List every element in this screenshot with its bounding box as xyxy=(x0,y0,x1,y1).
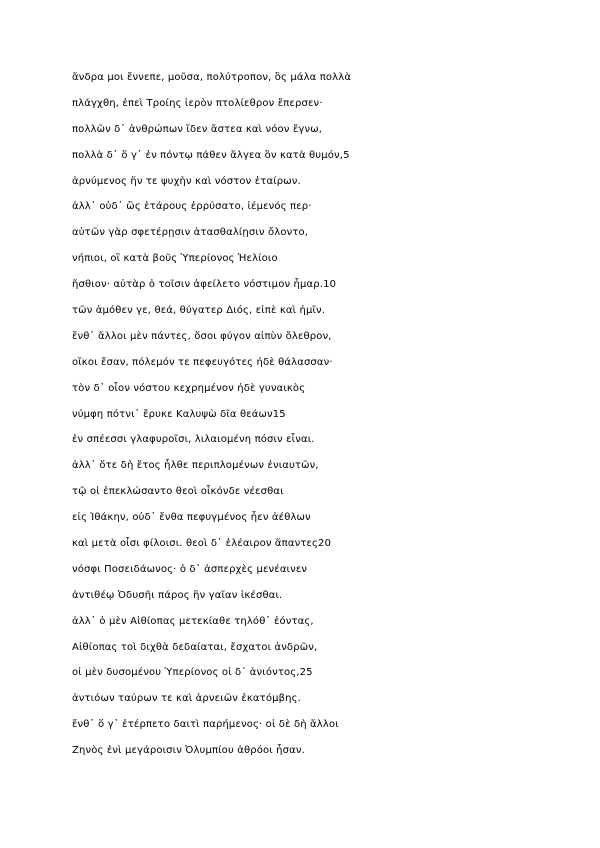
verse-line-10: τῶν ἁμόθεν γε, θεά, θύγατερ Διός, εἰπὲ καὶ ἡμῖν. xyxy=(72,305,326,317)
verse-line-11: ἔνθ᾽ ἄλλοι μὲν πάντες, ὅσοι φύγον αἰπὺν ὄλεθρον, xyxy=(72,330,332,342)
verse-line-9: ἤσθιον· αὐτὰρ ὁ τοῖσιν ἀφείλετο νόστιμον ἦμαρ.10 xyxy=(72,279,337,291)
verse-line-2: πλάγχθη, ἐπεὶ Τροίης ἱερὸν πτολίεθρον ἔπερσεν· xyxy=(72,97,323,109)
verse-line-6: ἀλλ᾽ οὐδ᾽ ὣς ἑτάρους ἐρρύσατο, ἱέμενός περ· xyxy=(72,201,312,213)
verse-line-22: ἀλλ᾽ ὁ μὲν Αἰθίοπας μετεκίαθε τηλόθ᾽ ἐόντας, xyxy=(72,615,314,627)
verse-line-8: νήπιοι, οἳ κατὰ βοῦς Ὑπερίονος Ἠελίοιο xyxy=(72,253,278,265)
verse-line-4: πολλὰ δ᾽ ὅ γ᾽ ἐν πόντῳ πάθεν ἄλγεα ὃν κατὰ θυμόν,5 xyxy=(72,149,350,161)
verse-line-5: ἀρνύμενος ἥν τε ψυχὴν καὶ νόστον ἑταίρων. xyxy=(72,175,301,187)
verse-line-3: πολλῶν δ᾽ ἀνθρώπων ἴδεν ἄστεα καὶ νόον ἔγνω, xyxy=(72,123,323,135)
verse-line-21: ἀντιθέῳ Ὀδυσῆι πάρος ἣν γαῖαν ἱκέσθαι. xyxy=(72,589,283,601)
verse-line-26: ἔνθ᾽ ὅ γ᾽ ἐτέρπετο δαιτὶ παρήμενος· οἱ δὲ δὴ ἄλλοι xyxy=(72,719,339,731)
verse-line-15: ἐν σπέεσσι γλαφυροῖσι, λιλαιομένη πόσιν εἶναι. xyxy=(72,434,315,446)
verse-line-12: οἴκοι ἔσαν, πόλεμόν τε πεφευγότες ἠδὲ θάλασσαν· xyxy=(72,356,333,368)
verse-line-1: ἄνδρα μοι ἔννεπε, μοῦσα, πολύτροπον, ὃς μάλα πολλὰ xyxy=(72,72,352,83)
verse-line-17: τῷ οἱ ἐπεκλώσαντο θεοὶ οἶκόνδε νέεσθαι xyxy=(72,486,284,498)
verse-line-16: ἀλλ᾽ ὅτε δὴ ἔτος ἦλθε περιπλομένων ἐνιαυτῶν, xyxy=(72,460,319,472)
verse-line-25: ἀντιόων ταύρων τε καὶ ἀρνειῶν ἑκατόμβης. xyxy=(72,693,301,705)
verse-line-27: Ζηνὸς ἐνὶ μεγάροισιν Ὀλυμπίου ἁθρόοι ἦσαν. xyxy=(72,745,305,757)
verse-line-19: καὶ μετὰ οἷσι φίλοισι. θεοὶ δ᾽ ἐλέαιρον ἅπαντες20 xyxy=(72,538,332,550)
verse-line-18: εἰς Ἰθάκην, οὐδ᾽ ἔνθα πεφυγμένος ἦεν ἀέθλων xyxy=(72,512,311,524)
verse-line-20: νόσφι Ποσειδάωνος· ὁ δ᾽ ἀσπερχὲς μενέαινεν xyxy=(72,563,308,575)
verse-line-14: νύμφη πότνι᾽ ἔρυκε Καλυψὼ δῖα θεάων15 xyxy=(72,408,286,420)
poem-text xyxy=(72,68,542,767)
verse-line-23: Αἰθίοπας τοὶ διχθὰ δεδαίαται, ἔσχατοι ἀνδρῶν, xyxy=(72,641,318,653)
verse-line-7: αὐτῶν γὰρ σφετέρῃσιν ἀτασθαλίῃσιν ὄλοντο, xyxy=(72,227,309,239)
verse-line-24: οἱ μὲν δυσομένου Ὑπερίονος οἱ δ᾽ ἀνιόντος,25 xyxy=(72,667,313,679)
verse-line-13: τὸν δ᾽ οἶον νόστου κεχρημένον ἠδὲ γυναικὸς xyxy=(72,382,306,394)
